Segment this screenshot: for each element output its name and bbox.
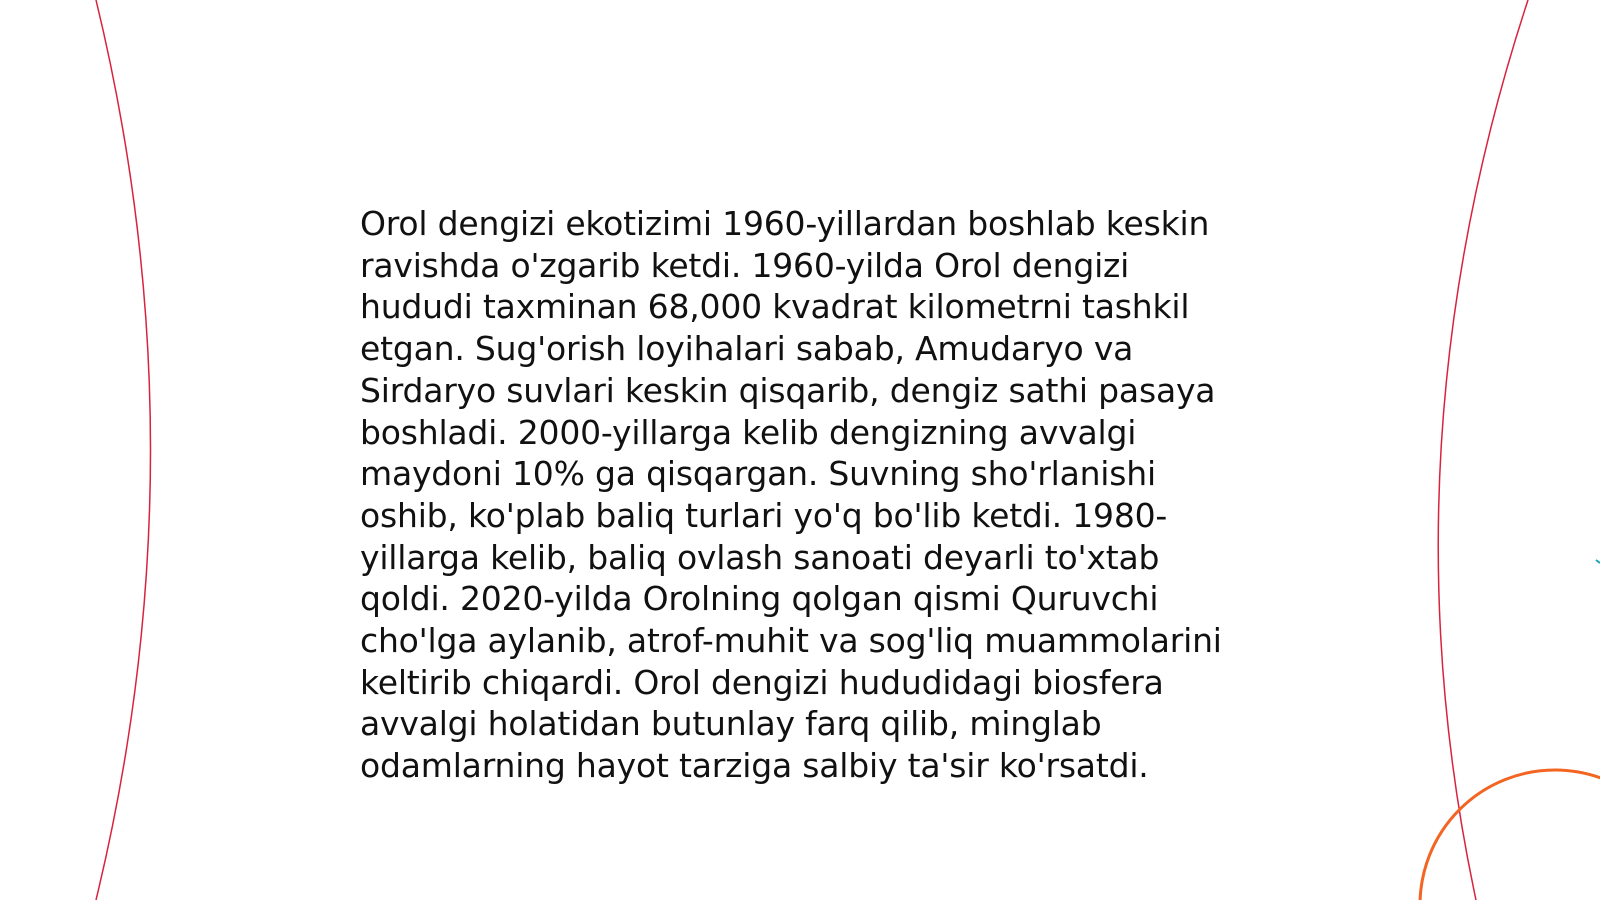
accent-circle: [1420, 770, 1600, 900]
accent-teal-mark: [1596, 560, 1600, 563]
left-curve-line: [96, 0, 151, 900]
body-paragraph: Orol dengizi ekotizimi 1960-yillardan boshlab keskin ravishda o'zgarib ketdi. 1960-yilda Orol dengizi hududi taxminan 68,000 kvadrat kilometrni tashkil etgan. Sug'orish loyihalari sabab, Amudaryo va Sirdaryo suvlari keskin qisqarib, dengiz sathi pasaya boshladi. 2000-yillarga kelib dengizning avvalgi maydoni 10% ga qisqargan. Suvning sho'rlanishi oshib, ko'plab baliq turlari yo'q bo'lib ketdi. 1980-yillarga kelib, baliq ovlash sanoati deyarli to'xtab qoldi. 2020-yilda Orolning qolgan qismi Quruvchi cho'lga aylanib, atrof-muhit va sog'liq muammolarini keltirib chiqardi. Orol dengizi hududidagi biosfera avvalgi holatidan butunlay farq qilib, minglab odamlarning hayot tarziga salbiy ta'sir ko'rsatdi.: [360, 204, 1222, 786]
right-curve-line: [1438, 0, 1528, 900]
